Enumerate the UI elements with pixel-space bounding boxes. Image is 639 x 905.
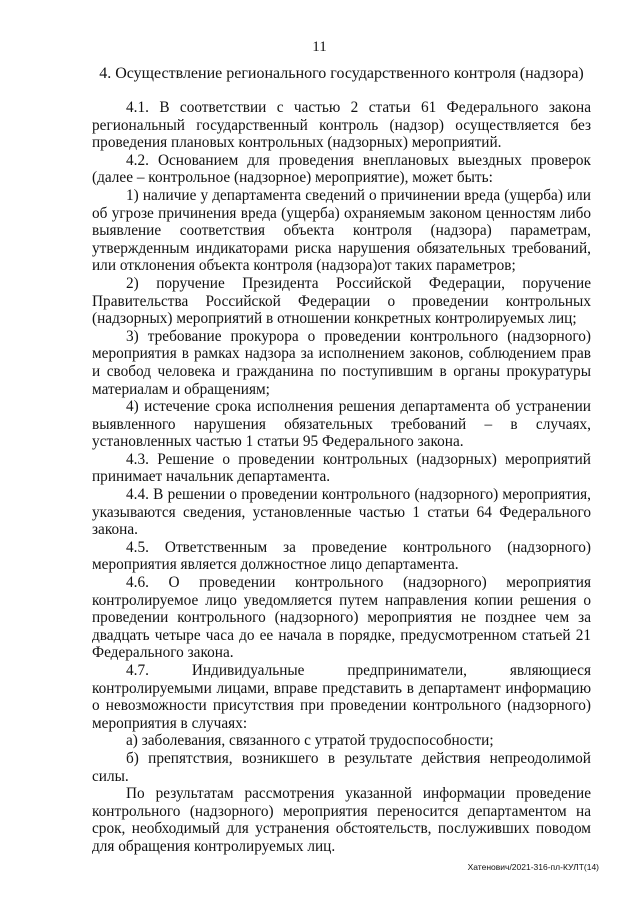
paragraph-4-5: 4.5. Ответственным за проведение контрольного (надзорного) мероприятия является должностное лицо департамента. [92, 538, 591, 574]
paragraph-4-4: 4.4. В решении о проведении контрольного (надзорного) мероприятия, указываются сведения, установленные частью 1 статьи 64 Федерального закона. [92, 486, 591, 539]
paragraph-4-6: 4.6. О проведении контрольного (надзорного) мероприятия контролируемое лицо уведомляется путем направления копии решения о проведении контрольного (надзорного) мероприятия не позднее чем за двадцать четыре часа до ее начала в порядке, предусмотренном статьей 21 Федерального закона. [92, 574, 591, 662]
document-body [92, 99, 591, 856]
list-item-4: 4) истечение срока исполнения решения департамента об устранении выявленного нарушения обязательных требований – в случаях, установленных частью 1 статьи 95 Федерального закона. [92, 398, 591, 451]
section-heading: 4. Осуществление регионального государственного контроля (надзора) [99, 65, 584, 82]
page-number: 11 [312, 39, 327, 55]
paragraph-4-1: 4.1. В соответствии с частью 2 статьи 61 Федерального закона региональный государственный контроль (надзор) осуществляется без проведения плановых контрольных (надзорных) мероприятий. [92, 99, 591, 152]
list-item-b: б) препятствия, возникшего в результате действия непреодолимой силы. [92, 749, 591, 785]
paragraph-4-2: 4.2. Основанием для проведения внеплановых выездных проверок (далее – контрольное (надзорное) мероприятие), может быть: [92, 151, 591, 187]
list-item-1: 1) наличие у департамента сведений о причинении вреда (ущерба) или об угрозе причинения вреда (ущерба) охраняемым законом ценностям либо выявление соответствия объекта контроля (надзора) параметрам, утвержденным индикаторами риска нарушения обязательных требований, или отклонения объекта контроля (надзора)от таких параметров; [92, 186, 591, 275]
list-item-2: 2) поручение Президента Российской Федерации, поручение Правительства Российской Федерации о проведении контрольных (надзорных) мероприятий в отношении конкретных контролируемых лиц; [92, 274, 591, 328]
paragraph-results: По результатам рассмотрения указанной информации проведение контрольного (надзорного) мероприятия переносится департаментом на срок, необходимый для устранения обстоятельств, послуживших поводом для обращения контролируемых лиц. [92, 785, 591, 855]
footer-document-code: Хатенович/2021-316-пл-КУЛТ(14) [467, 862, 599, 872]
list-item-a: а) заболевания, связанного с утратой трудоспособности; [126, 732, 494, 750]
list-item-3: 3) требование прокурора о проведении контрольного (надзорного) мероприятия в рамках надзора за исполнением законов, соблюдением прав и свобод человека и гражданина по поступившим в органы прокуратуры материалам и обращениям; [92, 327, 591, 398]
paragraph-4-7: 4.7. Индивидуальные предприниматели, являющиеся контролируемыми лицами, вправе представить в департамент информацию о невозможности присутствия при проведении контрольного (надзорного) мероприятия в случаях: [92, 662, 591, 732]
paragraph-4-3: 4.3. Решение о проведении контрольных (надзорных) мероприятий принимает начальник департамента. [92, 450, 591, 486]
